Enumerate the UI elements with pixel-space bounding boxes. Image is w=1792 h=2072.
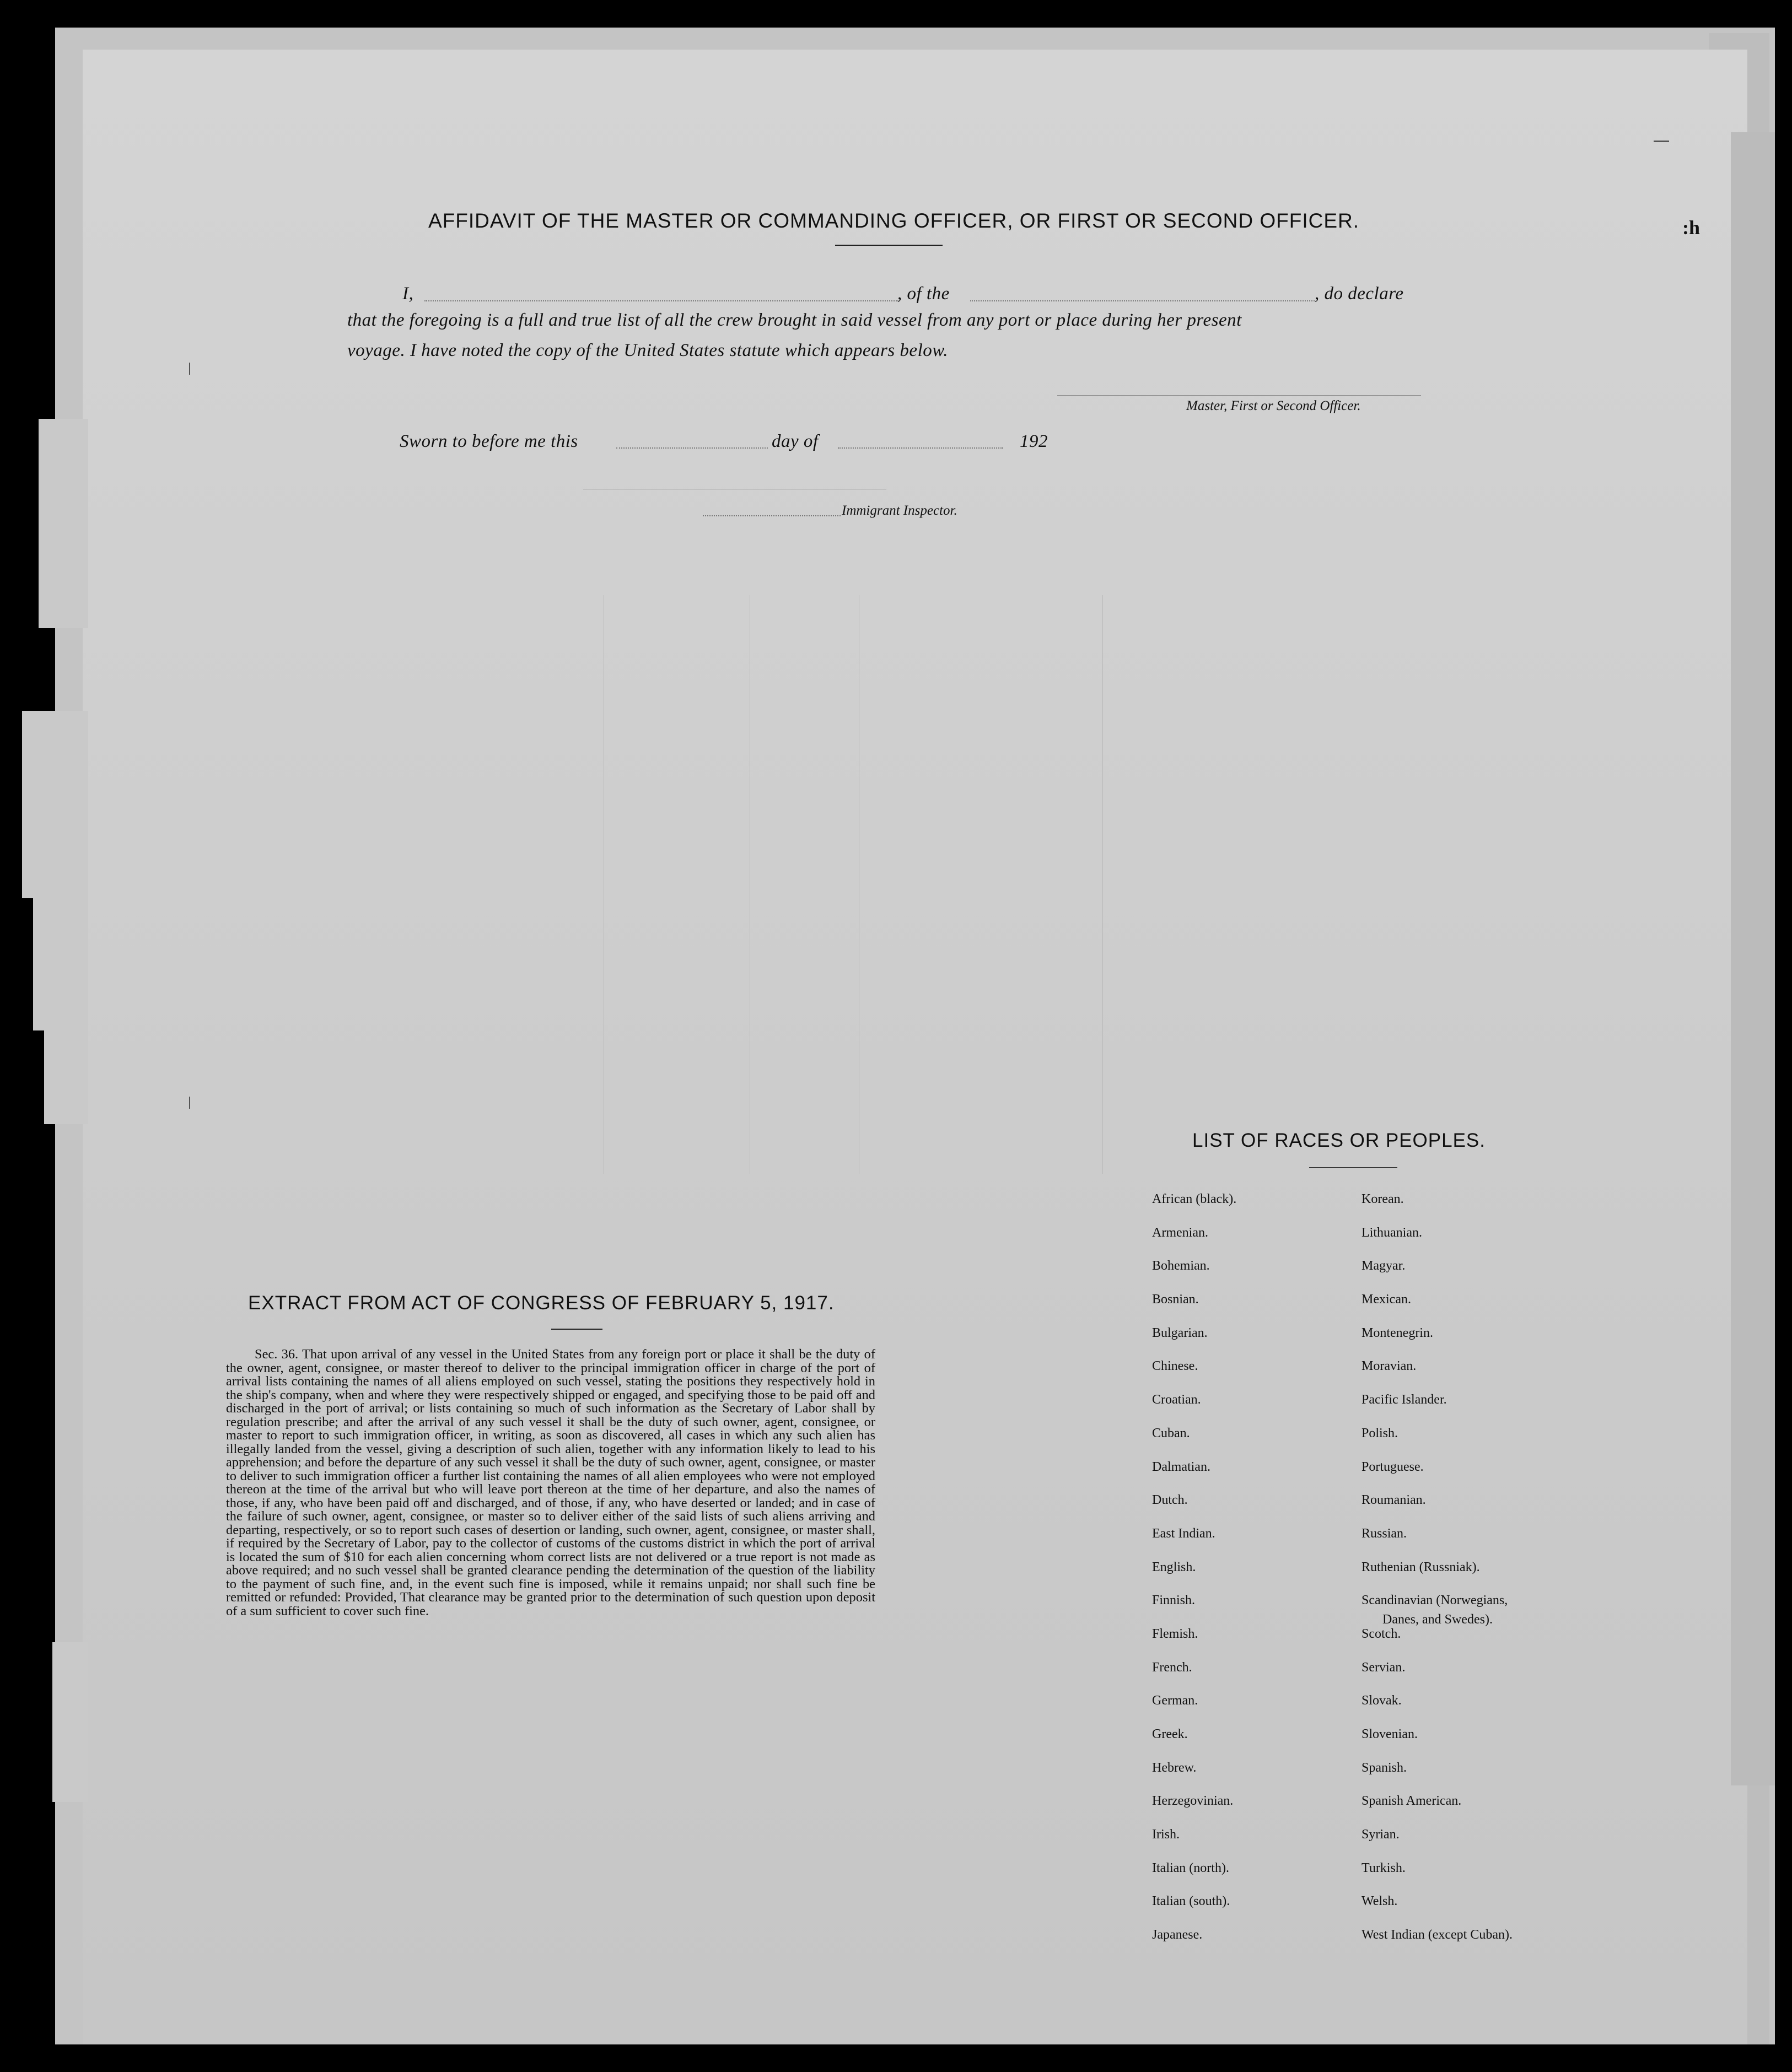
race-item: Bulgarian. xyxy=(1152,1325,1208,1340)
affidavit-line1-end: , do declare xyxy=(1315,284,1404,304)
master-signature-line xyxy=(1057,395,1421,396)
faint-column-line xyxy=(1102,595,1103,1174)
race-item: Magyar. xyxy=(1362,1259,1406,1274)
race-item: Scandinavian (Norwegians, xyxy=(1362,1593,1508,1608)
race-item: East Indian. xyxy=(1152,1526,1215,1541)
races-underline xyxy=(1309,1167,1397,1168)
extract-body: Sec. 36. That upon arrival of any vessel in the United States from any foreign port or place it shall be the duty of the owner, agent, consignee, or master thereof to deliver to the principal immigration officer in charge of the port of arrival lists containing the names of all aliens employed on such vessel, stating the positions they respectively hold in the ship's company, when and where they were respectively shipped or engaged, and specifying those to be paid off and discharged in the port of arrival; or lists containing so much of such information as the Secretary of Labor shall by regulation prescribe; and after the arrival of any such vessel it shall be the duty of such owner, agent, consignee, or master to report to such immigration officer, in writing, as soon as discovered, all cases in which any such alien has illegally landed from the vessel, giving a description of such alien, together with any information likely to lead to his apprehension; and before the departure of any such vessel it shall be the duty of such owner, agent, consignee, or master to deliver to such immigration officer a further list containing the names of all alien employees who were not employed thereon at the time of the arrival but who will leave port thereon at the time of her departure, and also the names of those, if any, who have been paid off and discharged, and of those, if any, who have deserted or landed; and in case of the failure of such owner, agent, consignee, or master so to deliver either of the said lists of such aliens arriving and departing, respectively, or so to report such cases of desertion or landing, such owner, agent, consignee, or master shall, if required by the Secretary of Labor, pay to the collector of customs of the customs district in which the port of arrival is located the sum of $10 for each alien concerning whom correct lists are not delivered or a true report is not made as above required; and no such vessel shall be granted clearance pending the determination of the question of the liability to the payment of such fine, and, in the event such fine is imposed, while it remains unpaid; nor shall such fine be remitted or refunded: Provided, That clearance may be granted prior to the determination of such question upon deposit of a sum sufficient to cover such fine. xyxy=(226,1347,875,1618)
race-item: Armenian. xyxy=(1152,1225,1208,1240)
races-right-column xyxy=(1362,1192,1513,1961)
race-item: Portuguese. xyxy=(1362,1459,1424,1474)
race-item: Dalmatian. xyxy=(1152,1459,1210,1474)
race-item: Croatian. xyxy=(1152,1393,1201,1407)
sworn-day-of: day of xyxy=(772,431,819,451)
race-item: Welsh. xyxy=(1362,1894,1398,1909)
race-item: Chinese. xyxy=(1152,1359,1198,1374)
edge-mark xyxy=(1654,141,1669,142)
race-item: Spanish. xyxy=(1362,1760,1407,1775)
race-item-continuation: Danes, and Swedes). xyxy=(1382,1612,1493,1627)
edge-mark xyxy=(189,1097,190,1109)
race-item: Polish. xyxy=(1362,1426,1398,1440)
race-item: Spanish American. xyxy=(1362,1794,1462,1809)
edge-text: :h xyxy=(1682,217,1700,239)
name-blank xyxy=(424,300,898,301)
vessel-blank xyxy=(970,300,1315,301)
race-item: Herzegovinian. xyxy=(1152,1794,1234,1809)
inspector-signature-line xyxy=(703,515,841,516)
race-item: Italian (south). xyxy=(1152,1894,1230,1909)
race-item: Japanese. xyxy=(1152,1928,1203,1942)
race-item: Bohemian. xyxy=(1152,1259,1210,1274)
race-item: Slovenian. xyxy=(1362,1727,1418,1741)
race-item: Finnish. xyxy=(1152,1593,1196,1608)
race-item: Turkish. xyxy=(1362,1860,1406,1875)
torn-edge-left xyxy=(52,1642,88,1802)
torn-edge-left xyxy=(22,711,88,898)
affidavit-line3: voyage. I have noted the copy of the United States statute which appears below. xyxy=(347,341,949,360)
race-item: German. xyxy=(1152,1693,1198,1708)
races-left-column xyxy=(1152,1192,1236,1961)
affidavit-line1-start: I, xyxy=(402,284,414,304)
extract-underline xyxy=(551,1329,602,1330)
affidavit-line1-mid: , of the xyxy=(897,284,950,304)
torn-edge-left xyxy=(39,419,88,628)
race-item: Mexican. xyxy=(1362,1292,1411,1307)
inspector-label: Immigrant Inspector. xyxy=(842,503,957,518)
master-signature-label: Master, First or Second Officer. xyxy=(1186,398,1361,413)
race-item: Korean. xyxy=(1362,1192,1404,1206)
race-item: Slovak. xyxy=(1362,1693,1402,1708)
race-item: Roumanian. xyxy=(1362,1493,1426,1508)
race-item: West Indian (except Cuban). xyxy=(1362,1928,1513,1942)
race-item: French. xyxy=(1152,1660,1192,1675)
race-item: Italian (north). xyxy=(1152,1860,1229,1875)
race-item: Cuban. xyxy=(1152,1426,1190,1440)
race-item: Servian. xyxy=(1362,1660,1406,1675)
race-item: Pacific Islander. xyxy=(1362,1393,1447,1407)
extract-title: EXTRACT FROM ACT OF CONGRESS OF FEBRUARY 5, 1917. xyxy=(248,1292,835,1314)
race-item: Russian. xyxy=(1362,1526,1407,1541)
affidavit-line2: that the foregoing is a full and true list of all the crew brought in said vessel from any port or place during her present xyxy=(347,310,1242,330)
title-underline xyxy=(835,245,943,246)
race-item: Greek. xyxy=(1152,1727,1188,1741)
races-title: LIST OF RACES OR PEOPLES. xyxy=(1192,1130,1486,1151)
race-item: Bosnian. xyxy=(1152,1292,1199,1307)
sworn-day-blank xyxy=(616,447,768,449)
race-item: Dutch. xyxy=(1152,1493,1188,1508)
torn-edge-left xyxy=(33,893,88,1030)
sworn-year: 192 xyxy=(1020,431,1048,451)
race-item: Lithuanian. xyxy=(1362,1225,1422,1240)
race-item: Scotch. xyxy=(1362,1626,1401,1641)
edge-mark xyxy=(189,363,190,375)
race-item: Montenegrin. xyxy=(1362,1325,1433,1340)
torn-edge-right xyxy=(1731,132,1775,1785)
sworn-text: Sworn to before me this xyxy=(400,431,578,451)
race-item: Hebrew. xyxy=(1152,1760,1197,1775)
race-item: Moravian. xyxy=(1362,1359,1417,1374)
sworn-month-blank xyxy=(838,447,1003,449)
race-item: English. xyxy=(1152,1560,1196,1574)
affidavit-title: AFFIDAVIT OF THE MASTER OR COMMANDING OFFICER, OR FIRST OR SECOND OFFICER. xyxy=(428,209,1360,232)
race-item: Flemish. xyxy=(1152,1626,1198,1641)
torn-edge-left xyxy=(44,1030,88,1124)
race-item: Ruthenian (Russniak). xyxy=(1362,1560,1480,1574)
race-item: African (black). xyxy=(1152,1192,1237,1206)
race-item: Irish. xyxy=(1152,1827,1180,1842)
race-item: Syrian. xyxy=(1362,1827,1400,1842)
